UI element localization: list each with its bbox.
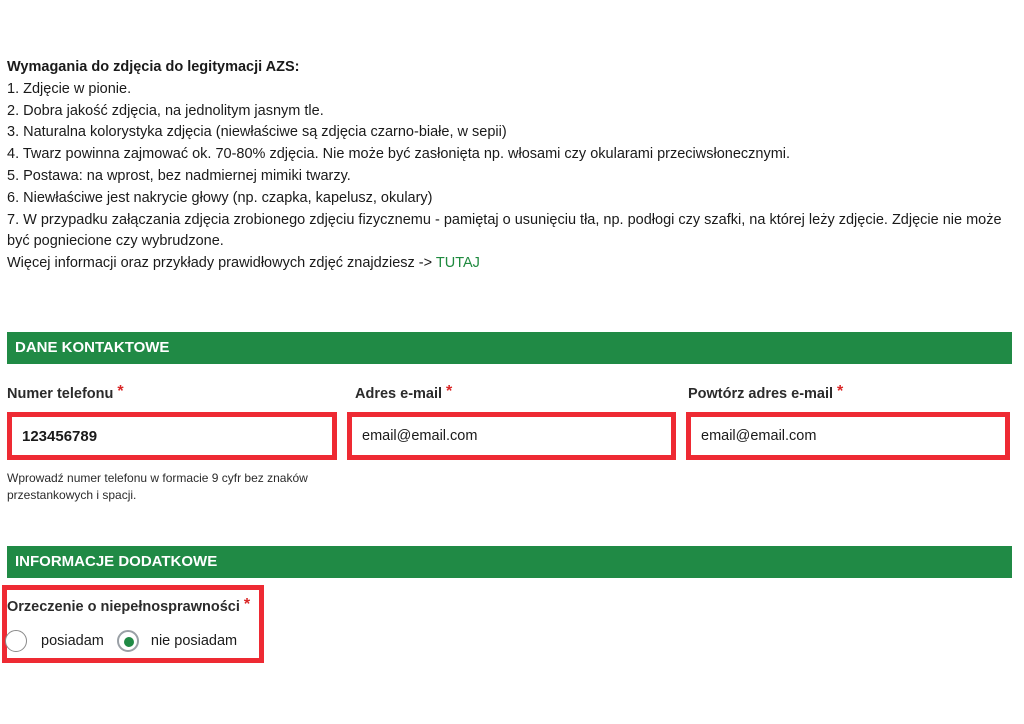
requirement-item: 2. Dobra jakość zdjęcia, na jednolitym jasnym tle. bbox=[7, 102, 324, 119]
radio-nie-posiadam-label[interactable]: nie posiadam bbox=[150, 633, 238, 649]
radio-posiadam-label[interactable]: posiadam bbox=[41, 633, 104, 649]
requirement-item: 1. Zdjęcie w pionie. bbox=[7, 80, 132, 97]
radio-nie-posiadam[interactable] bbox=[117, 630, 139, 652]
more-info-text: Więcej informacji oraz przykłady prawidłowych zdjęć znajdziesz -> bbox=[7, 255, 436, 272]
phone-input[interactable] bbox=[22, 425, 322, 447]
required-mark: * bbox=[446, 383, 453, 400]
email-repeat-label bbox=[688, 383, 843, 402]
disability-label bbox=[7, 596, 250, 615]
email-input[interactable] bbox=[362, 425, 661, 447]
phone-field-highlight bbox=[7, 412, 337, 460]
requirement-item: 7. W przypadku załączania zdjęcia zrobionego zdjęciu fizycznemu - pamiętaj o usunięciu tła, np. podłogi czy szafki, na której leży zdjęcie. Zdjęcie nie może być pogniecione czy wybrudzone. bbox=[7, 211, 1002, 250]
email-repeat-field-highlight bbox=[686, 412, 1010, 460]
requirement-item: 4. Twarz powinna zajmować ok. 70-80% zdjęcia. Nie może być zasłonięta np. włosami czy okularami przeciwsłonecznymi. bbox=[7, 146, 791, 163]
phone-hint: Wprowadź numer telefonu w formacie 9 cyfr bez znaków przestankowych i spacji. bbox=[7, 471, 308, 502]
requirement-item: 5. Postawa: na wprost, bez nadmiernej mimiki twarzy. bbox=[7, 167, 351, 184]
email-repeat-input[interactable] bbox=[701, 425, 995, 447]
photo-requirements bbox=[7, 57, 1012, 275]
required-mark: * bbox=[837, 383, 844, 400]
required-mark: * bbox=[243, 596, 251, 613]
contact-section-header: DANE KONTAKTOWE bbox=[7, 332, 1012, 364]
phone-label-text: Numer telefonu bbox=[7, 386, 114, 402]
requirements-title: Wymagania do zdjęcia do legitymacji AZS: bbox=[7, 59, 300, 75]
email-repeat-label-text: Powtórz adres e-mail bbox=[688, 386, 834, 402]
radio-posiadam[interactable] bbox=[5, 630, 27, 652]
more-info-link[interactable]: TUTAJ bbox=[435, 255, 480, 272]
requirement-item: 3. Naturalna kolorystyka zdjęcia (niewłaściwe są zdjęcia czarno-białe, w sepii) bbox=[7, 124, 507, 141]
required-mark: * bbox=[117, 383, 124, 400]
email-label bbox=[355, 383, 452, 402]
email-field-highlight bbox=[347, 412, 676, 460]
requirement-item: 6. Niewłaściwe jest nakrycie głowy (np. czapka, kapelusz, okulary) bbox=[7, 189, 433, 206]
extra-section-header: INFORMACJE DODATKOWE bbox=[7, 546, 1012, 578]
more-info-line bbox=[7, 253, 1012, 275]
disability-label-text: Orzeczenie o niepełnosprawności bbox=[7, 599, 240, 615]
phone-label bbox=[7, 383, 124, 402]
disability-options bbox=[5, 628, 237, 654]
email-label-text: Adres e-mail bbox=[355, 386, 443, 402]
